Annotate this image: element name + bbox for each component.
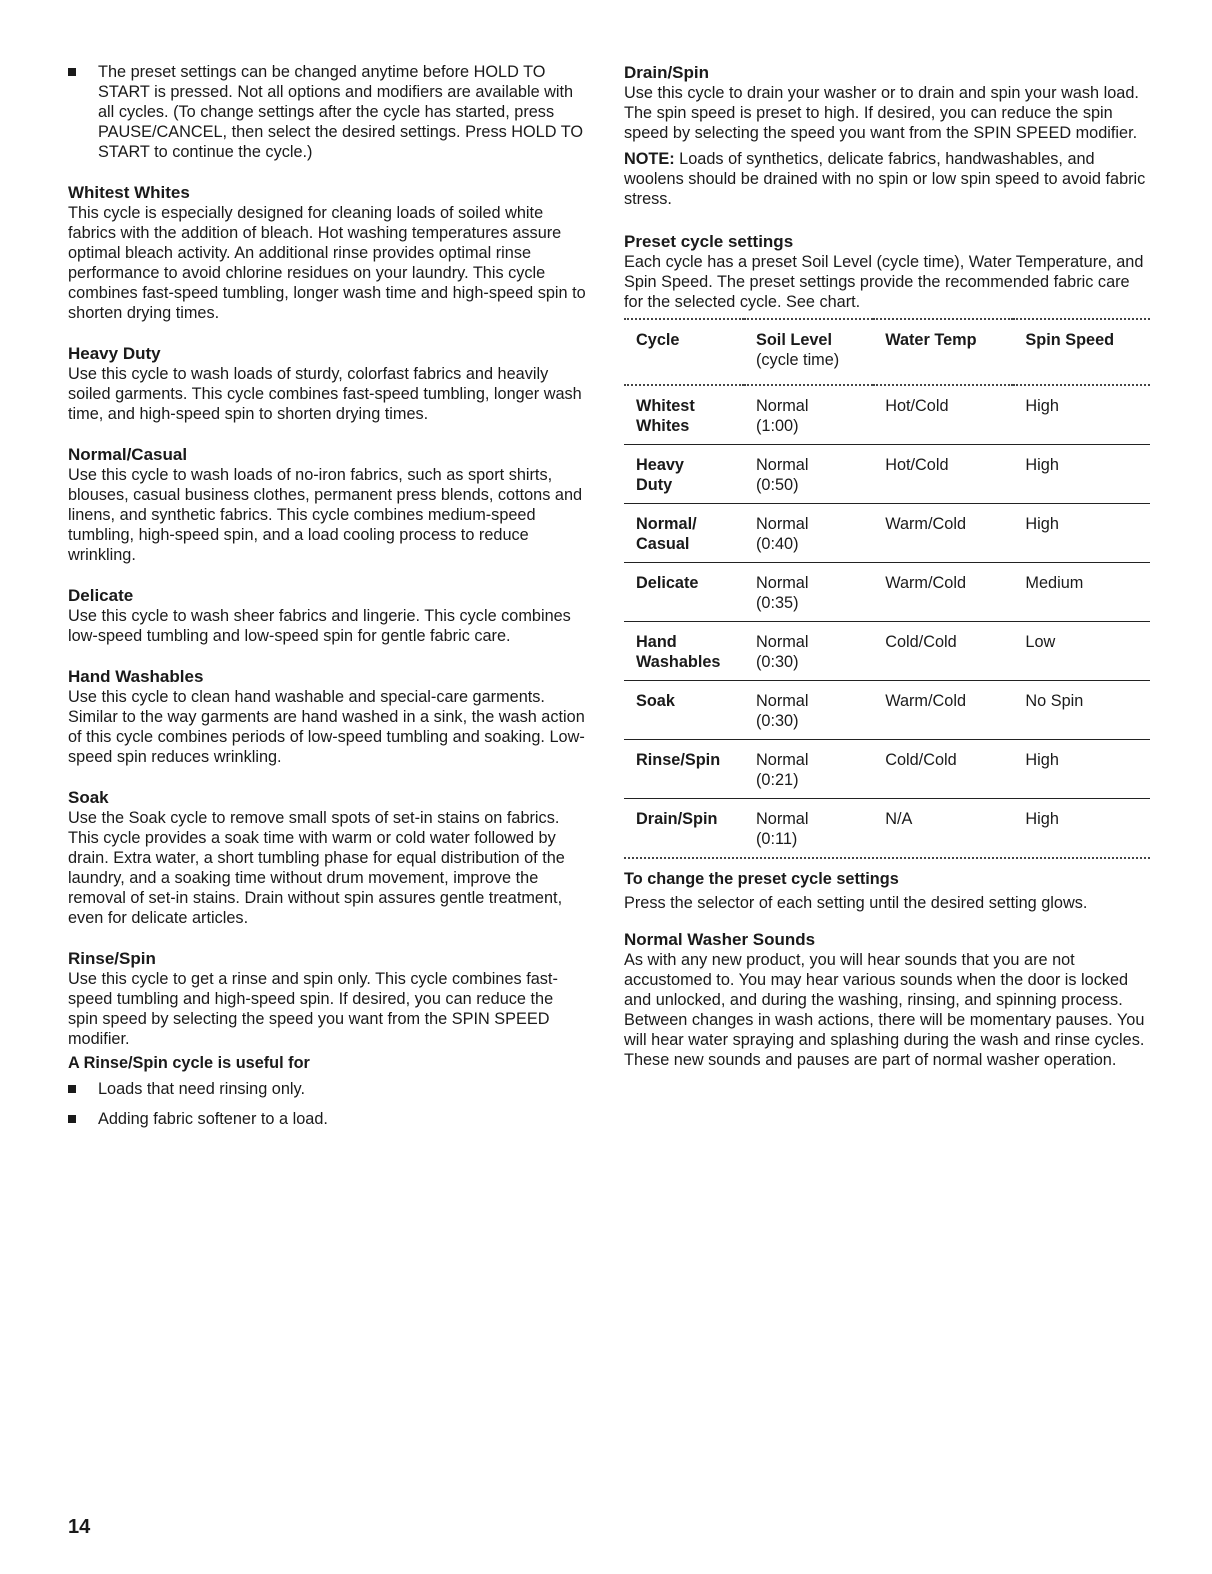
cell-cycle — [624, 622, 744, 681]
cycle-time: (0:50) — [756, 476, 799, 494]
cell-cycle — [624, 504, 744, 563]
cell-soil — [744, 445, 873, 504]
table-row — [624, 740, 1150, 799]
cycle-time: (0:40) — [756, 535, 799, 553]
washer-sounds-body: As with any new product, you will hear sounds that you are not accustomed to. You may hear various sounds when the door is locked and unlocked, and during the washing, rinsing, and spinning process. Between changes in wash actions, there will be momentary pauses. You will hear water spraying and splashing during the wash and rinse cycles. These new sounds and pauses are part of normal washer operation. — [624, 951, 1145, 1069]
preset-settings-title: Preset cycle settings — [624, 232, 794, 251]
cycle-time: (0:30) — [756, 653, 799, 671]
section-body-heavy-duty: Use this cycle to wash loads of sturdy, colorfast fabrics and heavily soiled garments. This cycle combines fast-speed tumbling, longer wash time, and high-speed spin to shorten drying times. — [68, 365, 582, 423]
intro-bullet: The preset settings can be changed anytime before HOLD TO START is pressed. Not all options and modifiers are available with all cycles. (To change settings after the cycle has started, press PAUSE/CANCEL, then select the desired settings. Press HOLD TO START to continue the cycle.) — [68, 62, 586, 162]
cycle-line-1: Heavy — [636, 456, 684, 474]
soil-level: Normal — [756, 751, 809, 769]
cell-water: N/A — [885, 810, 913, 828]
cell-soil — [744, 740, 873, 799]
rinse-useful-heading: A Rinse/Spin cycle is useful for — [68, 1054, 310, 1072]
table-bottom-rule — [624, 857, 1150, 859]
soil-level: Normal — [756, 456, 809, 474]
table-header-row — [624, 319, 1150, 385]
cycle-line-1: Soak — [636, 692, 675, 710]
soil-level: Normal — [756, 574, 809, 592]
section-body-whitest-whites: This cycle is especially designed for cleaning loads of soiled white fabrics with the addition of bleach. Hot washing temperatures assure optimal bleach activity. An additional rinse provides optimal rinse performance to avoid chlorine residues on your laundry. This cycle combines fast-speed tumbling, longer wash time and high-speed spin to shorten drying times. — [68, 204, 586, 322]
section-title-whitest-whites: Whitest Whites — [68, 183, 190, 202]
cell-cycle — [624, 445, 744, 504]
table-row — [624, 681, 1150, 740]
soil-level: Normal — [756, 515, 809, 533]
cycle-line-2: Washables — [636, 653, 721, 671]
cycle-line-2: Whites — [636, 417, 690, 435]
cell-water: Hot/Cold — [885, 456, 949, 474]
table-row — [624, 385, 1150, 445]
table-row — [624, 799, 1150, 858]
cell-soil — [744, 563, 873, 622]
page-number: 14 — [68, 1516, 91, 1538]
soil-level: Normal — [756, 692, 809, 710]
cell-water: Cold/Cold — [885, 751, 957, 769]
section-title-rinse-spin: Rinse/Spin — [68, 949, 156, 968]
header-water-temp: Water Temp — [885, 331, 977, 349]
rinse-bullet: Loads that need rinsing only. — [68, 1079, 586, 1099]
cell-water: Warm/Cold — [885, 574, 966, 592]
change-settings-title: To change the preset cycle settings — [624, 870, 899, 888]
soil-level: Normal — [756, 397, 809, 415]
note-label: NOTE: — [624, 150, 675, 168]
section-title-hand-washables: Hand Washables — [68, 667, 204, 686]
cell-soil — [744, 622, 873, 681]
section-title-normal-casual: Normal/Casual — [68, 445, 188, 464]
cycle-line-1: Rinse/Spin — [636, 751, 721, 769]
cycle-line-1: Drain/Spin — [636, 810, 718, 828]
drain-spin-body: Use this cycle to drain your washer or to drain and spin your wash load. The spin speed is preset to high. If desired, you can reduce the spin speed by selecting the speed you want from the SPIN SPEED modifier. — [624, 84, 1139, 142]
section-title-delicate: Delicate — [68, 586, 134, 605]
cycle-settings-table — [624, 318, 1150, 857]
cell-spin: No Spin — [1025, 692, 1084, 710]
cell-spin: High — [1025, 397, 1059, 415]
soil-level: Normal — [756, 633, 809, 651]
table-row — [624, 445, 1150, 504]
cycle-time: (0:21) — [756, 771, 799, 789]
cell-spin: Low — [1025, 633, 1056, 651]
table-row — [624, 622, 1150, 681]
change-settings-body: Press the selector of each setting until the desired setting glows. — [624, 894, 1088, 912]
preset-settings-body: Each cycle has a preset Soil Level (cycle time), Water Temperature, and Spin Speed. The preset settings provide the recommended fabric care for the selected cycle. See chart. — [624, 253, 1144, 311]
cycle-time: (0:30) — [756, 712, 799, 730]
header-cycle: Cycle — [636, 331, 680, 349]
cell-cycle — [624, 681, 744, 740]
cell-spin: High — [1025, 810, 1059, 828]
cycle-time: (1:00) — [756, 417, 799, 435]
header-soil-level-label: Soil Level — [756, 331, 833, 349]
cell-spin: Medium — [1025, 574, 1084, 592]
left-column — [68, 62, 586, 1129]
cell-spin: High — [1025, 751, 1059, 769]
cycle-line-2: Casual — [636, 535, 690, 553]
cell-soil — [744, 681, 873, 740]
cell-spin: High — [1025, 456, 1059, 474]
cell-cycle — [624, 563, 744, 622]
section-body-soak: Use the Soak cycle to remove small spots of set-in stains on fabrics. This cycle provides a soak time with warm or cold water followed by drain. Extra water, a short tumbling phase for equal distribution of the laundry, and a soaking time without drum movement, improve the removal of set-in stains. Drain without spin assures gentle treatment, even for delicate articles. — [68, 809, 565, 927]
table-row — [624, 563, 1150, 622]
header-spin-speed: Spin Speed — [1025, 331, 1115, 349]
cell-soil — [744, 504, 873, 563]
cell-water: Hot/Cold — [885, 397, 949, 415]
section-title-heavy-duty: Heavy Duty — [68, 344, 161, 363]
drain-spin-title: Drain/Spin — [624, 63, 710, 82]
cell-soil — [744, 799, 873, 858]
right-column — [624, 62, 1150, 1070]
cell-cycle — [624, 740, 744, 799]
cell-water: Warm/Cold — [885, 692, 966, 710]
cycle-line-1: Normal/ — [636, 515, 697, 533]
table-row — [624, 504, 1150, 563]
cycle-time: (0:11) — [756, 830, 798, 848]
cell-cycle — [624, 385, 744, 445]
header-soil-level — [744, 319, 873, 385]
section-body-hand-washables: Use this cycle to clean hand washable and special-care garments. Similar to the way garments are hand washed in a sink, the wash action of this cycle combines periods of low-speed tumbling and soaking. Low-speed spin reduces wrinkling. — [68, 688, 585, 766]
cell-cycle — [624, 799, 744, 858]
section-body-rinse-spin: Use this cycle to get a rinse and spin only. This cycle combines fast-speed tumbling and high-speed spin. If desired, you can reduce the spin speed by selecting the speed you want from the SPIN SPEED modifier. — [68, 970, 558, 1048]
cell-spin: High — [1025, 515, 1059, 533]
cycle-time: (0:35) — [756, 594, 799, 612]
soil-level: Normal — [756, 810, 809, 828]
cell-water: Cold/Cold — [885, 633, 957, 651]
cycle-line-1: Delicate — [636, 574, 699, 592]
section-body-normal-casual: Use this cycle to wash loads of no-iron fabrics, such as sport shirts, blouses, casual business clothes, permanent press blends, cottons and linens, and synthetic fabrics. This cycle combines medium-speed tumbling, high-speed spin, and a load cooling process to reduce wrinkling. — [68, 466, 583, 564]
cell-water: Warm/Cold — [885, 515, 966, 533]
drain-spin-note — [624, 149, 1150, 209]
section-title-soak: Soak — [68, 788, 109, 807]
section-body-delicate: Use this cycle to wash sheer fabrics and lingerie. This cycle combines low-speed tumbling and low-speed spin for gentle fabric care. — [68, 607, 571, 645]
cycle-line-1: Hand — [636, 633, 677, 651]
rinse-bullet: Adding fabric softener to a load. — [68, 1109, 586, 1129]
cycle-line-2: Duty — [636, 476, 673, 494]
cycle-line-1: Whitest — [636, 397, 695, 415]
note-text: Loads of synthetics, delicate fabrics, handwashables, and woolens should be drained with no spin or low spin speed to avoid fabric stress. — [624, 150, 1146, 208]
cell-soil — [744, 385, 873, 445]
washer-sounds-title: Normal Washer Sounds — [624, 930, 816, 949]
header-cycle-time-label: (cycle time) — [756, 351, 840, 369]
